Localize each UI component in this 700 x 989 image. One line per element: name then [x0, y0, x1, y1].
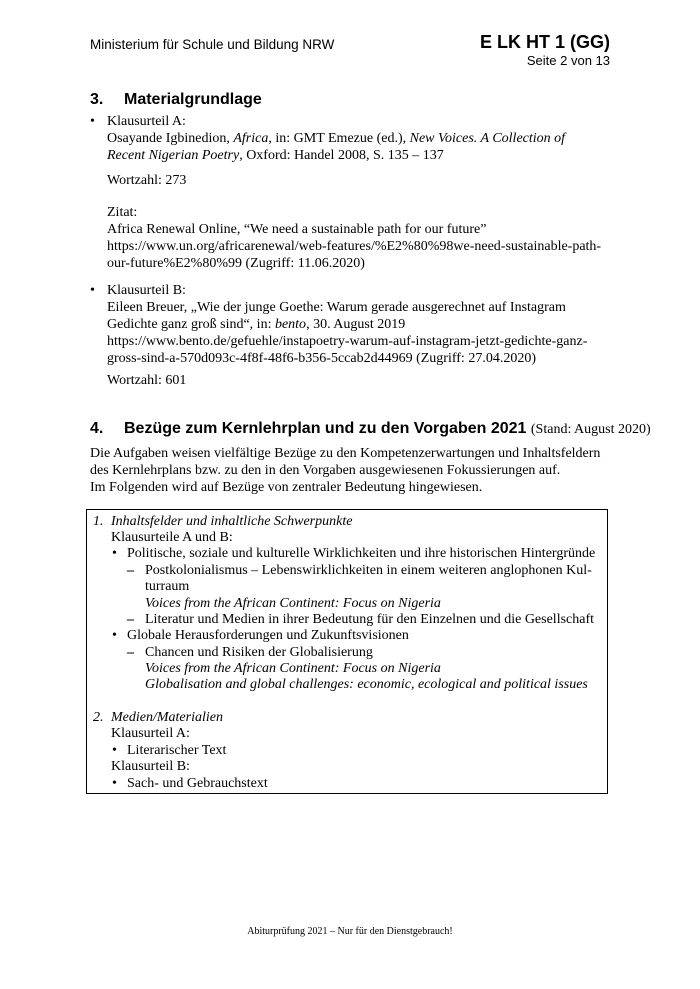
part-a-publisher: , Oxford: Handel 2008, S. 135 – 137: [239, 148, 444, 163]
part-a-work: Africa: [233, 131, 269, 146]
part-a-wordcount: Wortzahl: 273: [107, 173, 187, 188]
bullet-icon: •: [112, 628, 117, 643]
page-footer: Abiturprüfung 2021 – Nur für den Dienstgebrauch!: [247, 926, 453, 937]
box-item1-focus-nigeria-2: Voices from the African Continent: Focus on Nigeria: [145, 661, 441, 676]
section-4-intro: [90, 445, 600, 496]
part-b-url-line2: gross-sind-a-570d093c-4f8f-48f6-b356-5ccab2d44969 (Zugriff: 27.04.2020): [107, 351, 536, 366]
intro-line3: Im Folgenden wird auf Bezüge von zentraler Bedeutung hingewiesen.: [90, 480, 483, 495]
exam-code: E LK HT 1 (GG): [480, 32, 610, 52]
section-3-number: 3.: [90, 91, 104, 108]
intro-line1: Die Aufgaben weisen vielfältige Bezüge zu den Kompetenzerwartungen und Inhaltsfeldern: [90, 446, 601, 461]
part-b-line2a: Gedichte ganz groß sind“, in:: [107, 317, 275, 332]
part-a-mid: , in: GMT Emezue (ed.),: [268, 131, 410, 146]
part-b-wordcount: Wortzahl: 601: [107, 373, 187, 388]
section-3-heading: [90, 91, 262, 109]
box-item1-bullet1-dash2: Literatur und Medien in ihrer Bedeutung für den Einzelnen und die Gesellschaft: [145, 612, 595, 627]
box-item2-part-b: Klausurteil B:: [111, 759, 190, 774]
part-b-publication: bento: [274, 317, 307, 332]
part-a-author: Osayande Igbinedion,: [107, 131, 234, 146]
part-b-entry: [107, 282, 587, 367]
quote-source: Africa Renewal Online, “We need a sustainable path for our future”: [107, 222, 487, 237]
box-item1-globalisation: Globalisation and global challenges: economic, ecological and political issues: [145, 677, 588, 692]
section-3-title: Materialgrundlage: [124, 91, 262, 108]
box-item2-part-a-item: Literarischer Text: [127, 743, 227, 758]
bullet-icon: •: [90, 283, 95, 298]
box-item1-bullet2-dash1: Chancen und Risiken der Globalisierung: [145, 645, 373, 660]
part-a-label: Klausurteil A:: [107, 114, 186, 129]
dash-icon: –: [127, 645, 134, 660]
bullet-icon: •: [112, 776, 117, 791]
part-b-url-line1: https://www.bento.de/gefuehle/instapoetry-warum-auf-instagram-jetzt-gedichte-ganz-: [107, 334, 588, 349]
part-b-date: , 30. August 2019: [306, 317, 406, 332]
box-item2-part-a: Klausurteil A:: [111, 726, 190, 741]
part-a-entry: [107, 113, 565, 164]
section-4-stand: (Stand: August 2020): [530, 422, 651, 437]
quote-label: Zitat:: [107, 205, 138, 220]
box-item1-focus-nigeria: Voices from the African Continent: Focus on Nigeria: [145, 596, 441, 611]
bullet-icon: •: [90, 114, 95, 129]
part-b-line1: Eileen Breuer, „Wie der junge Goethe: Warum gerade ausgerechnet auf Instagram: [107, 300, 566, 315]
box-item1-bullet1-dash1-cont: turraum: [145, 579, 190, 594]
part-a-collection: New Voices. A Collection of: [409, 131, 566, 146]
part-a-quote: [107, 204, 601, 272]
quote-url-line2: our-future%E2%80%99 (Zugriff: 11.06.2020): [107, 256, 365, 271]
box-item1-parts: Klausurteile A und B:: [111, 530, 233, 545]
part-b-line2: [107, 316, 587, 333]
box-item1-number: 1.: [93, 514, 104, 529]
box-item1-title: Inhaltsfelder und inhaltliche Schwerpunkte: [111, 514, 353, 529]
section-4-heading: [90, 420, 651, 438]
page-number: Seite 2 von 13: [526, 53, 610, 68]
box-item1-bullet1: Politische, soziale und kulturelle Wirklichkeiten und ihre historischen Hintergründe: [127, 546, 596, 561]
section-4-title: Bezüge zum Kernlehrplan und zu den Vorgaben 2021: [124, 420, 527, 437]
box-item1-bullet1-dash1: Postkolonialismus – Lebenswirklichkeiten in einem weiteren anglophonen Kul-: [145, 563, 592, 578]
ministry-name: Ministerium für Schule und Bildung NRW: [90, 37, 335, 52]
dash-icon: –: [127, 563, 134, 578]
part-b-label: Klausurteil B:: [107, 283, 186, 298]
curriculum-box: [86, 509, 608, 794]
part-a-collection-cont: Recent Nigerian Poetry: [107, 148, 240, 163]
intro-line2: des Kernlehrplans bzw. zu den in den Vorgaben ausgewiesenen Fokussierungen auf.: [90, 463, 561, 478]
dash-icon: –: [127, 612, 134, 627]
box-item2-number: 2.: [93, 710, 104, 725]
bullet-icon: •: [112, 546, 117, 561]
section-4-number: 4.: [90, 420, 104, 437]
part-a-citation-line2: [107, 147, 565, 164]
box-item2-title: Medien/Materialien: [111, 710, 223, 725]
quote-url-line1: https://www.un.org/africarenewal/web-features/%E2%80%98we-need-sustainable-path-: [107, 239, 602, 254]
bullet-icon: •: [112, 743, 117, 758]
box-item1-bullet2: Globale Herausforderungen und Zukunftsvisionen: [127, 628, 409, 643]
part-a-citation-line1: [107, 130, 565, 147]
box-item2-part-b-item: Sach- und Gebrauchstext: [127, 776, 268, 791]
